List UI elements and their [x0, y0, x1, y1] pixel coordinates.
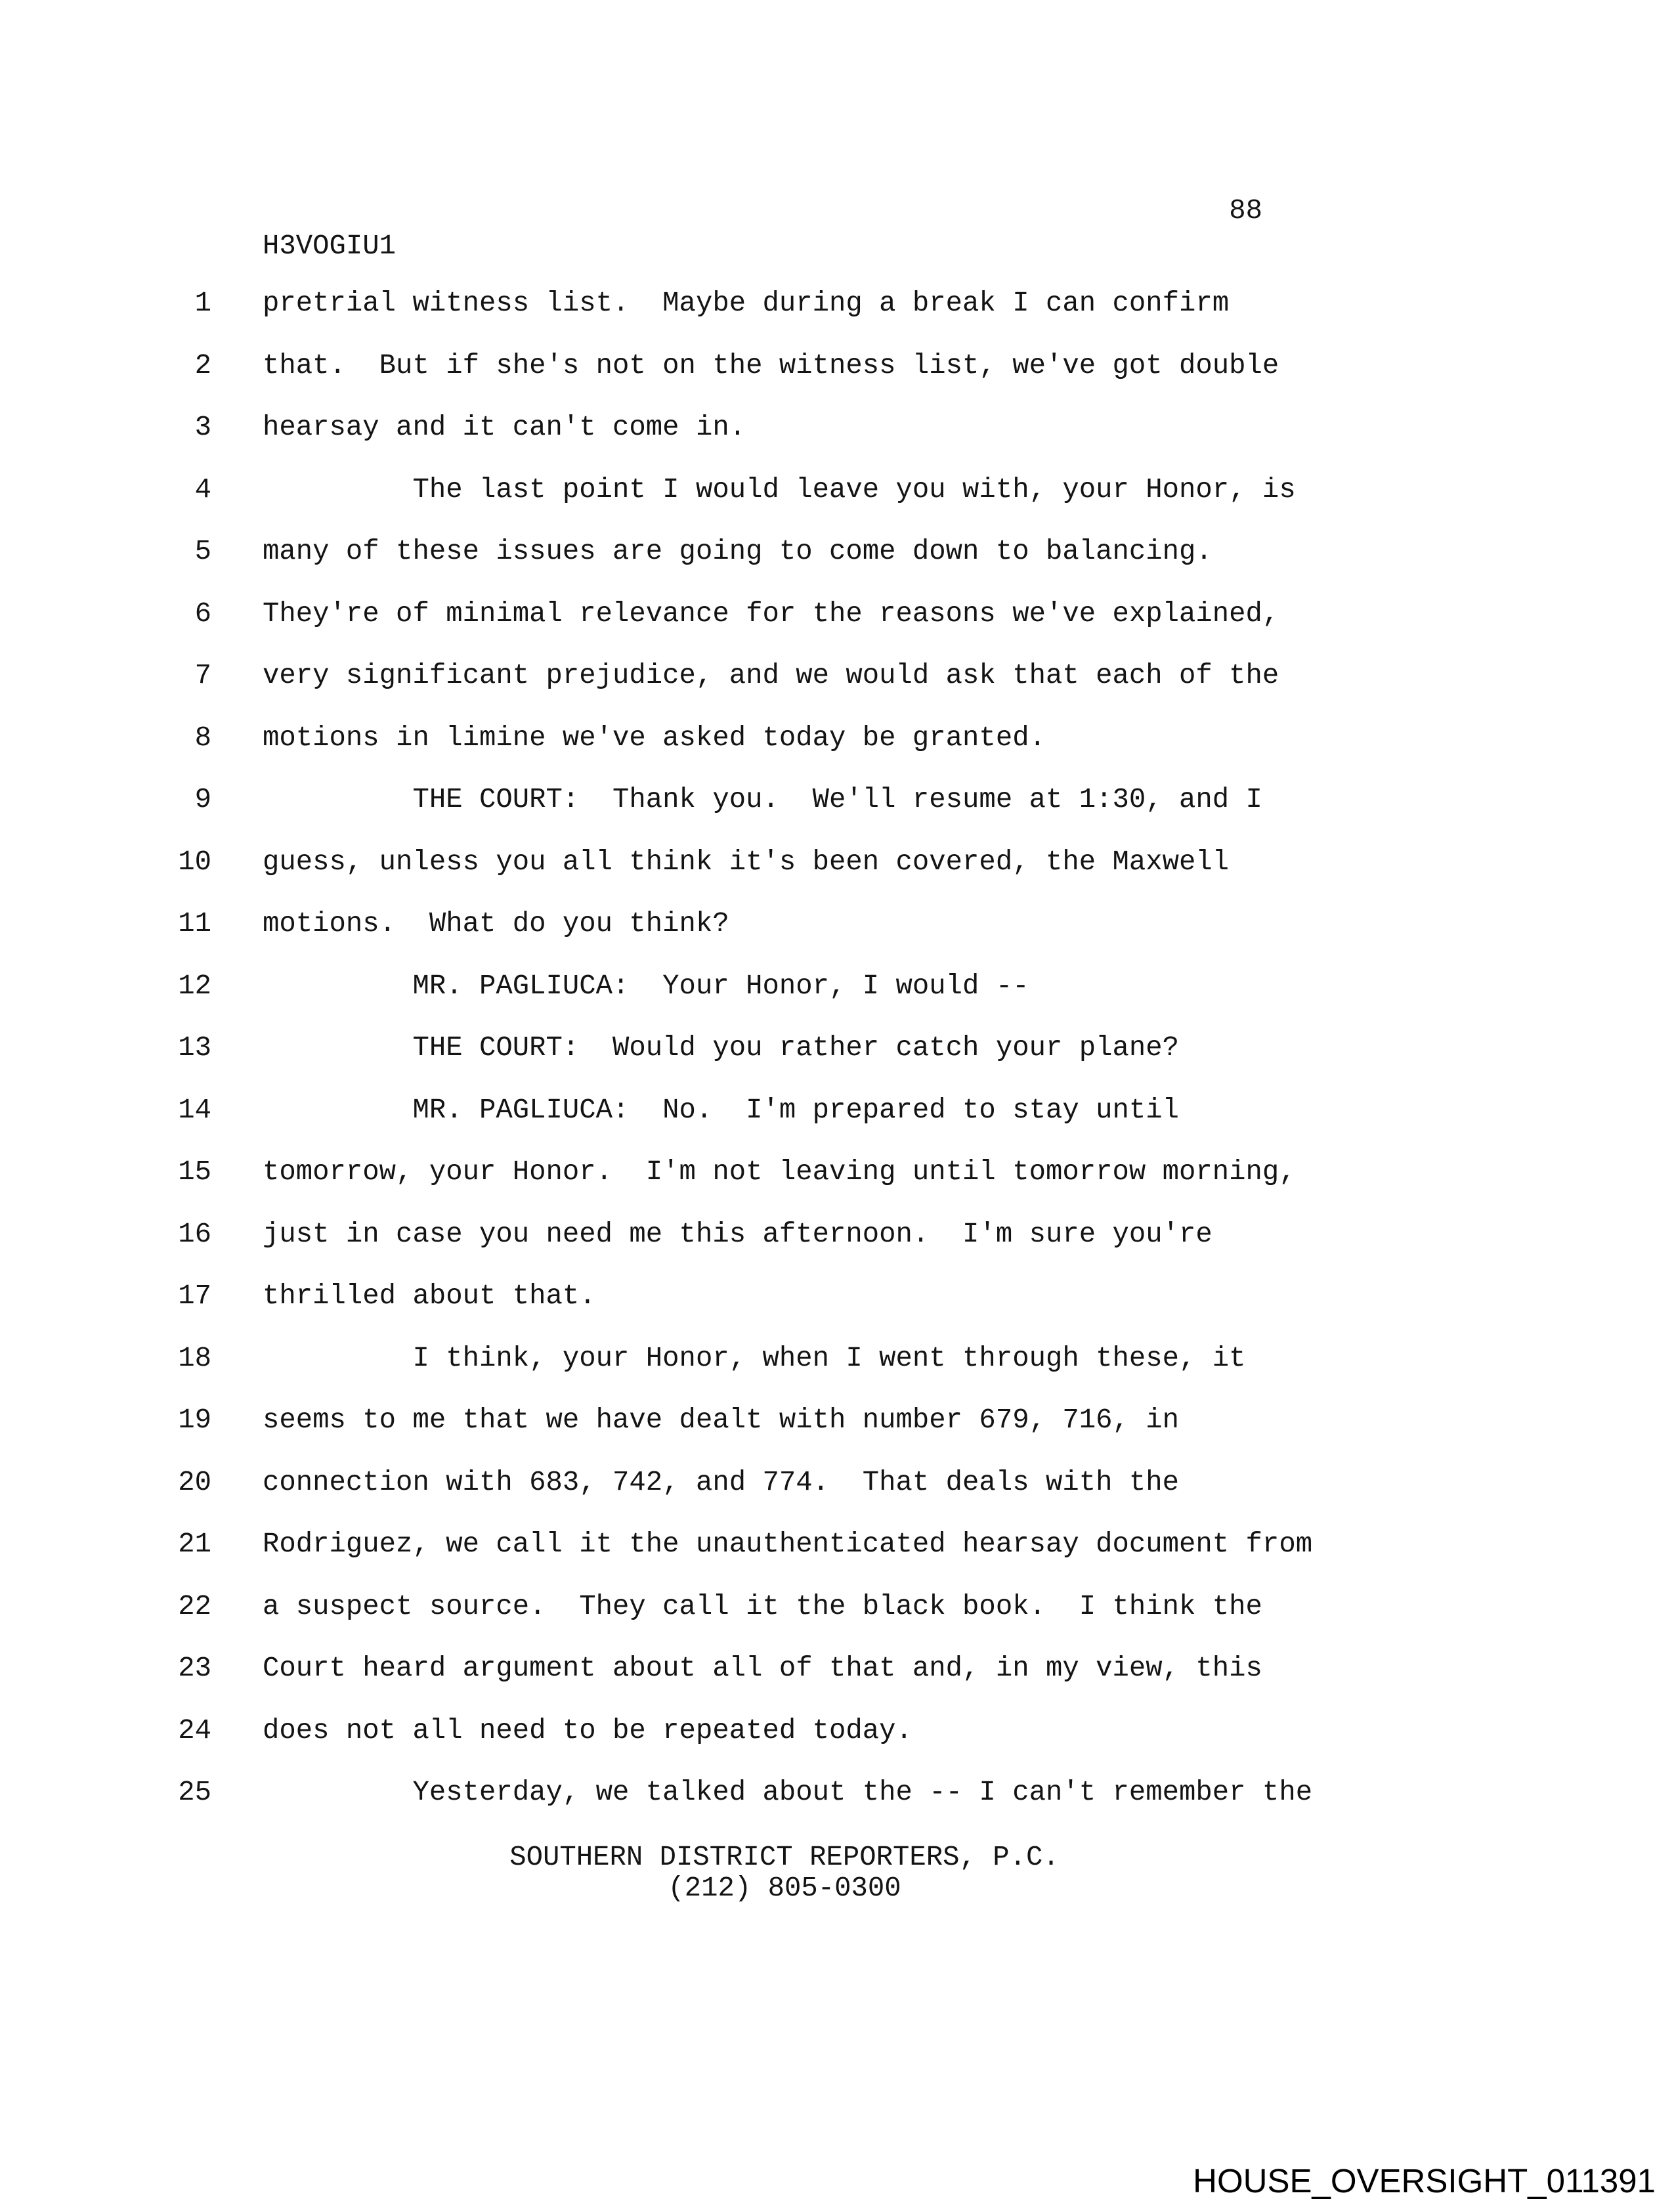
line-text: many of these issues are going to come down to balancing.	[263, 536, 1213, 567]
line-number: 7	[194, 660, 211, 691]
line-number: 6	[194, 597, 211, 630]
line-text: motions. What do you think?	[263, 908, 729, 940]
transcript-line	[0, 1017, 1674, 1079]
line-number: 23	[178, 1653, 211, 1684]
transcript-line	[0, 955, 1674, 1018]
line-number: 9	[194, 784, 211, 815]
transcript-line	[0, 831, 1674, 894]
line-text: MR. PAGLIUCA: Your Honor, I would --	[263, 970, 1029, 1002]
transcript-line	[0, 1513, 1674, 1576]
line-number: 18	[178, 1342, 211, 1374]
transcript-line	[0, 1452, 1674, 1514]
line-number: 5	[194, 536, 211, 567]
line-number: 3	[194, 412, 211, 443]
line-number: 25	[178, 1777, 211, 1808]
transcript-line	[0, 583, 1674, 645]
transcript-line	[0, 769, 1674, 831]
line-number: 11	[178, 908, 211, 940]
transcript-line	[0, 1079, 1674, 1142]
line-number: 15	[178, 1156, 211, 1188]
line-text: that. But if she's not on the witness list, we've got double	[263, 349, 1279, 381]
page-number: 88	[1229, 195, 1262, 227]
line-text: They're of minimal relevance for the reasons we've explained,	[263, 597, 1279, 630]
transcript-line	[0, 893, 1674, 955]
transcript-line	[0, 397, 1674, 459]
transcript-line	[0, 521, 1674, 583]
line-number: 20	[178, 1466, 211, 1498]
line-text: guess, unless you all think it's been covered, the Maxwell	[263, 846, 1230, 878]
line-text: does not all need to be repeated today.	[263, 1714, 912, 1746]
line-text: connection with 683, 742, and 774. That deals with the	[263, 1466, 1180, 1498]
line-number: 2	[194, 349, 211, 381]
transcript-line	[0, 459, 1674, 521]
transcript-line	[0, 272, 1674, 335]
line-number: 16	[178, 1218, 211, 1250]
transcript-line	[0, 1576, 1674, 1638]
line-number: 24	[178, 1714, 211, 1746]
line-number: 17	[178, 1280, 211, 1312]
line-text: tomorrow, your Honor. I'm not leaving until tomorrow morning,	[263, 1156, 1296, 1188]
transcript-line	[0, 1637, 1674, 1700]
transcript-line	[0, 645, 1674, 707]
line-number: 13	[178, 1032, 211, 1064]
transcript-line	[0, 1141, 1674, 1204]
line-text: MR. PAGLIUCA: No. I'm prepared to stay until	[263, 1094, 1180, 1126]
line-text: seems to me that we have dealt with number 679, 716, in	[263, 1404, 1180, 1436]
transcript-header-id: H3VOGIU1	[263, 230, 397, 262]
transcript-body	[0, 272, 1674, 1824]
line-text: hearsay and it can't come in.	[263, 412, 746, 443]
transcript-line	[0, 1389, 1674, 1452]
transcript-line	[0, 335, 1674, 397]
line-number: 10	[178, 846, 211, 878]
line-text: THE COURT: Thank you. We'll resume at 1:30, and I	[263, 784, 1262, 815]
line-text: pretrial witness list. Maybe during a break I can confirm	[263, 288, 1230, 319]
transcript-line	[0, 1700, 1674, 1762]
line-number: 22	[178, 1590, 211, 1622]
line-text: Rodriguez, we call it the unauthenticated hearsay document from	[263, 1529, 1313, 1560]
line-number: 8	[194, 722, 211, 754]
line-text: I think, your Honor, when I went through these, it	[263, 1342, 1246, 1374]
line-text: motions in limine we've asked today be granted.	[263, 722, 1046, 754]
line-text: The last point I would leave you with, your Honor, is	[263, 473, 1296, 506]
transcript-line	[0, 1265, 1674, 1328]
reporter-footer	[263, 1842, 1306, 1904]
line-text: a suspect source. They call it the black book. I think the	[263, 1590, 1262, 1622]
line-number: 4	[194, 473, 211, 506]
bates-number: HOUSE_OVERSIGHT_011391	[1193, 2162, 1656, 2200]
transcript-line	[0, 707, 1674, 770]
line-text: thrilled about that.	[263, 1280, 596, 1312]
line-number: 14	[178, 1094, 211, 1126]
line-number: 12	[178, 970, 211, 1002]
line-number: 1	[194, 288, 211, 319]
line-text: just in case you need me this afternoon. I'm sure you're	[263, 1218, 1213, 1250]
line-text: Yesterday, we talked about the -- I can't remember the	[263, 1777, 1313, 1808]
reporter-name: SOUTHERN DISTRICT REPORTERS, P.C.	[509, 1842, 1060, 1873]
transcript-line	[0, 1204, 1674, 1266]
line-number: 19	[178, 1404, 211, 1436]
line-text: Court heard argument about all of that and, in my view, this	[263, 1653, 1262, 1684]
line-text: THE COURT: Would you rather catch your plane?	[263, 1032, 1180, 1064]
line-text: very significant prejudice, and we would ask that each of the	[263, 660, 1279, 691]
line-number: 21	[178, 1529, 211, 1560]
transcript-line	[0, 1328, 1674, 1390]
reporter-phone: (212) 805-0300	[668, 1873, 901, 1904]
transcript-line	[0, 1762, 1674, 1824]
